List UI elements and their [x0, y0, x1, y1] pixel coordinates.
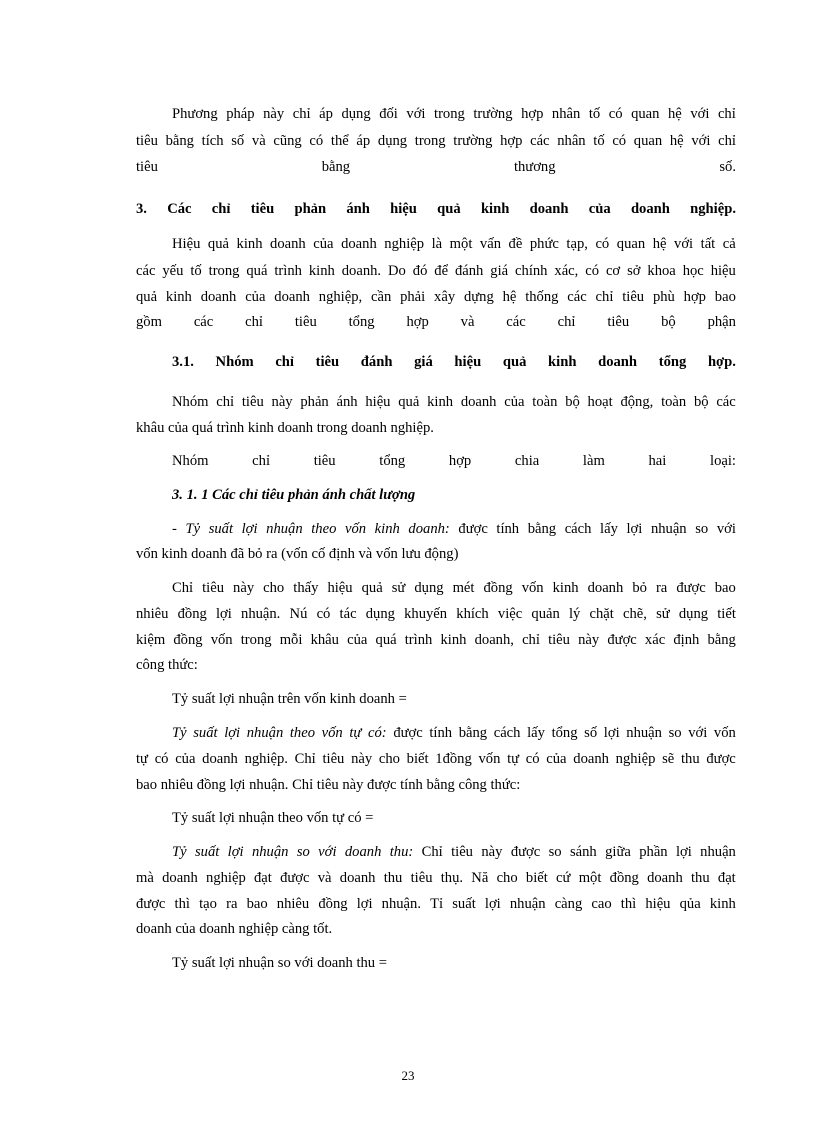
- text-line: Nhóm chỉ tiêu tổng hợp chia làm hai loại:: [172, 453, 736, 469]
- text-line: 3. 1. 1 Các chỉ tiêu phản ánh chất lượng: [172, 487, 416, 503]
- text-line: quả kinh doanh của doanh nghiệp, cần phải xây dựng hệ thống các chỉ tiêu phù hợp bao: [136, 289, 736, 305]
- text-line: Tỷ suất lợi nhuận trên vốn kinh doanh =: [172, 691, 407, 707]
- text-line: gồm các chỉ tiêu tổng hợp và các chỉ tiêu bộ phận: [136, 314, 736, 330]
- text-line: vốn kinh doanh đã bỏ ra (vốn cố định và vốn lưu động): [136, 546, 459, 562]
- text-line: mà doanh nghiệp đạt được và doanh thu tiêu thụ. Nă cho biết cứ một đồng doanh thu đạt: [136, 870, 736, 886]
- text-line: tự có của doanh nghiệp. Chỉ tiêu này cho biết 1đồng vốn tự có của doanh nghiệp sẽ thu được: [136, 751, 736, 767]
- text-line: Tỷ suất lợi nhuận so với doanh thu: Chỉ tiêu này được so sánh giữa phần lợi nhuận: [172, 844, 736, 860]
- text-line: 3. Các chỉ tiêu phản ánh hiệu quả kinh doanh của doanh nghiệp.: [136, 201, 736, 217]
- text-line: công thức:: [136, 657, 198, 673]
- text-line: Hiệu quả kinh doanh của doanh nghiệp là một vấn đề phức tạp, có quan hệ với tất cả: [172, 236, 736, 252]
- page-number: 23: [401, 1068, 415, 1083]
- text-line: Chỉ tiêu này cho thấy hiệu quả sử dụng mét đồng vốn kinh doanh bỏ ra được bao: [172, 580, 736, 596]
- text-line: Nhóm chỉ tiêu này phản ánh hiệu quả kinh doanh của toàn bộ hoạt động, toàn bộ các: [172, 394, 736, 410]
- text-line: các yếu tố trong quá trình kinh doanh. Do đó để đánh giá chính xác, có cơ sở khoa học hiệu: [136, 263, 736, 279]
- text-line: được thì tạo ra bao nhiêu đồng lợi nhuận. Tỉ suất lợi nhuận càng cao thì hiệu qủa kinh: [136, 896, 736, 912]
- text-line: tiêu bằng thương số.: [136, 159, 736, 175]
- text-line: doanh của doanh nghiệp càng tốt.: [136, 921, 333, 937]
- text-line: Tỷ suất lợi nhuận theo vốn tự có =: [172, 810, 374, 826]
- text-line: nhiêu đồng lợi nhuận. Nú có tác dụng khuyến khích việc quản lý chặt chẽ, sử dụng tiết: [136, 606, 736, 622]
- text-line: bao nhiêu đồng lợi nhuận. Chỉ tiêu này được tính bằng công thức:: [136, 777, 521, 793]
- text-line: - Tỷ suất lợi nhuận theo vốn kinh doanh: được tính bằng cách lấy lợi nhuận so với: [172, 521, 736, 537]
- text-line: Tỷ suất lợi nhuận theo vốn tự có: được tính bằng cách lấy tổng số lợi nhuận so với vốn: [172, 725, 736, 741]
- text-line: kiệm đồng vốn trong mỗi khâu của quá trình kinh doanh, chỉ tiêu này được xác định bằng: [136, 632, 736, 648]
- text-line: Tỷ suất lợi nhuận so với doanh thu =: [172, 955, 387, 971]
- text-line: khâu của quá trình kinh doanh trong doanh nghiệp.: [136, 420, 434, 436]
- text-line: tiêu bằng tích số và cũng có thể áp dụng trong trường hợp các nhân tố có quan hệ với chỉ: [136, 133, 736, 149]
- text-line: Phương pháp này chỉ áp dụng đối với trong trường hợp nhân tố có quan hệ với chỉ: [172, 106, 736, 122]
- text-line: 3.1. Nhóm chỉ tiêu đánh giá hiệu quả kinh doanh tổng hợp.: [172, 354, 736, 370]
